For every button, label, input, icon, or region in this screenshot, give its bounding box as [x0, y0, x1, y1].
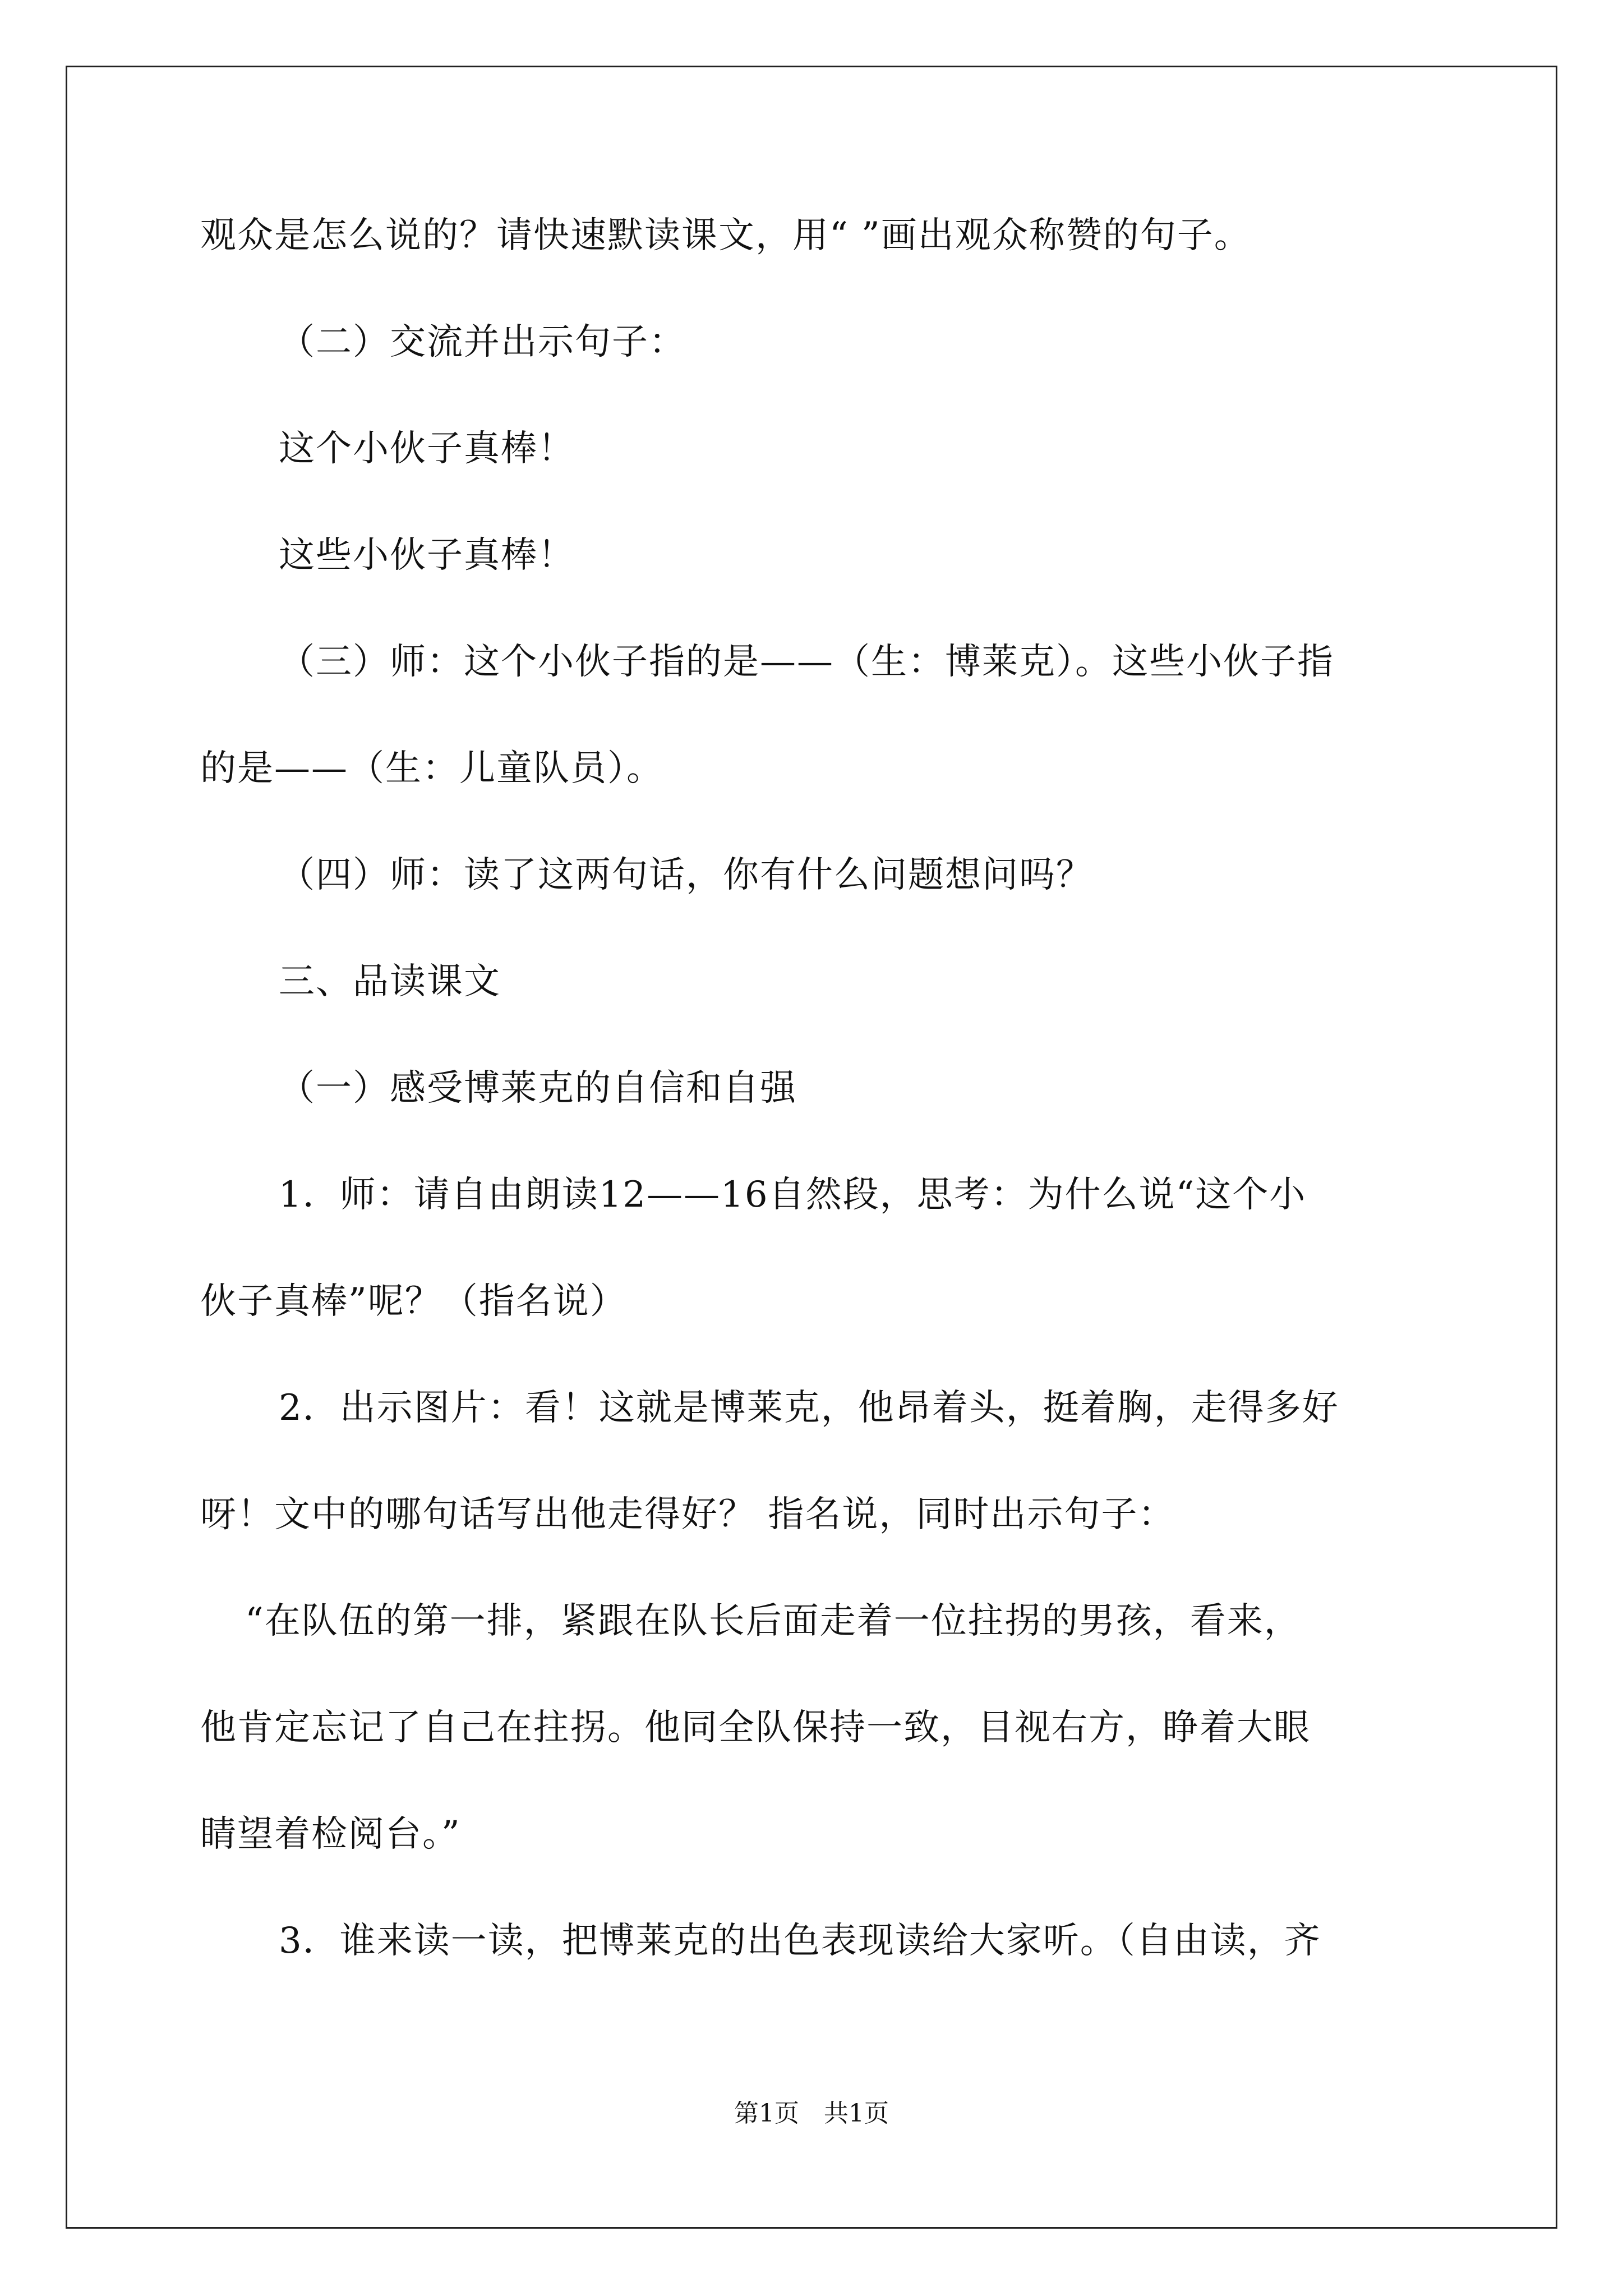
paragraph-line: 观众是怎么说的？请快速默读课文，用“ ”画出观众称赞的句子。 [200, 215, 1251, 256]
paragraph-line: 这个小伙子真棒！ [279, 428, 575, 470]
page-border [66, 66, 1557, 2229]
paragraph-line: 伙子真棒”呢？（指名说） [200, 1281, 627, 1322]
quoted-line: 他肯定忘记了自己在拄拐。他同全队保持一致，目视右方，睁着大眼 [200, 1707, 1311, 1749]
paragraph-line: 的是——（生：儿童队员）。 [200, 748, 663, 789]
subsection-heading: （一）感受博莱克的自信和自强 [279, 1068, 797, 1109]
paragraph-line: （三）师：这个小伙子指的是——（生：博莱克）。这些小伙子指 [279, 641, 1334, 683]
paragraph-line: 这些小伙子真棒！ [279, 535, 575, 576]
paragraph-line: 1．师：请自由朗读12——16自然段，思考：为什么说“这个小 [279, 1174, 1307, 1216]
paragraph-line: （二）交流并出示句子： [279, 321, 686, 363]
paragraph-line: 呀！文中的哪句话写出他走得好？ 指名说，同时出示句子： [200, 1494, 1175, 1535]
paragraph-line: 3．谁来读一读，把博莱克的出色表现读给大家听。（自由读，齐 [279, 1920, 1321, 1962]
quoted-line: “在队伍的第一排，紧跟在队长后面走着一位拄拐的男孩，看来， [245, 1600, 1301, 1642]
paragraph-line: （四）师：读了这两句话，你有什么问题想问吗？ [279, 854, 1093, 896]
quoted-line: 睛望着检阅台。” [200, 1814, 461, 1855]
page-footer: 第1页 共1页 [734, 2099, 889, 2128]
paragraph-line: 2．出示图片：看！这就是博莱克，他昂着头，挺着胸，走得多好 [279, 1387, 1339, 1429]
section-heading: 三、品读课文 [279, 961, 501, 1002]
